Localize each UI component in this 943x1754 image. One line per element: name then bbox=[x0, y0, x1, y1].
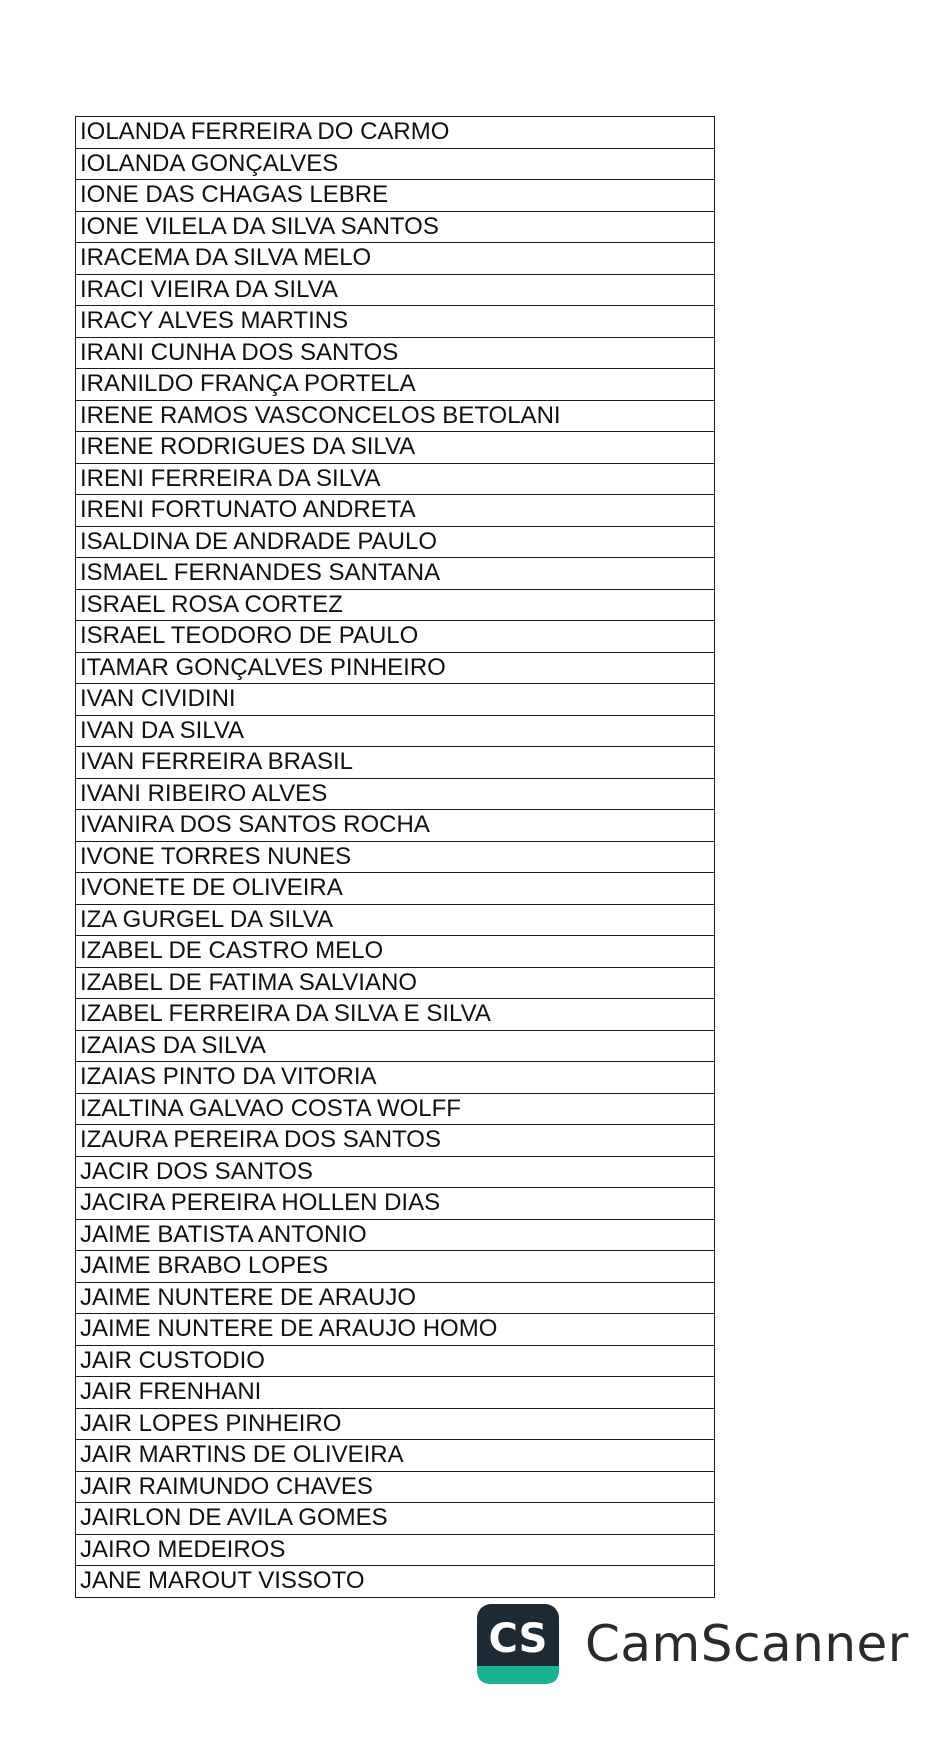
name-cell: IZAIAS DA SILVA bbox=[76, 1030, 715, 1062]
table-row bbox=[76, 1219, 715, 1251]
camscanner-logo-text: CS bbox=[488, 1616, 548, 1662]
name-cell: ISRAEL ROSA CORTEZ bbox=[76, 589, 715, 621]
table-row bbox=[76, 810, 715, 842]
name-cell: JANE MAROUT VISSOTO bbox=[76, 1566, 715, 1598]
table-row bbox=[76, 495, 715, 527]
table-row bbox=[76, 778, 715, 810]
name-cell: IRENE RAMOS VASCONCELOS BETOLANI bbox=[76, 400, 715, 432]
name-cell: IRENE RODRIGUES DA SILVA bbox=[76, 432, 715, 464]
name-cell: ISALDINA DE ANDRADE PAULO bbox=[76, 526, 715, 558]
table-row bbox=[76, 526, 715, 558]
name-cell: ISRAEL TEODORO DE PAULO bbox=[76, 621, 715, 653]
table-row bbox=[76, 747, 715, 779]
table-row bbox=[76, 274, 715, 306]
name-cell: IZAURA PEREIRA DOS SANTOS bbox=[76, 1125, 715, 1157]
table-row bbox=[76, 337, 715, 369]
name-cell: IONE VILELA DA SILVA SANTOS bbox=[76, 211, 715, 243]
table-row bbox=[76, 558, 715, 590]
name-cell: JAIRO MEDEIROS bbox=[76, 1534, 715, 1566]
table-row bbox=[76, 243, 715, 275]
table-row bbox=[76, 1188, 715, 1220]
name-cell: JAIME NUNTERE DE ARAUJO bbox=[76, 1282, 715, 1314]
table-row bbox=[76, 1062, 715, 1094]
name-cell: IZABEL DE CASTRO MELO bbox=[76, 936, 715, 968]
table-row bbox=[76, 904, 715, 936]
table-row bbox=[76, 1251, 715, 1283]
name-cell: IVONETE DE OLIVEIRA bbox=[76, 873, 715, 905]
camscanner-watermark bbox=[477, 1604, 909, 1684]
table-row bbox=[76, 1440, 715, 1472]
table-row bbox=[76, 1408, 715, 1440]
table-row bbox=[76, 1503, 715, 1535]
table-row bbox=[76, 1471, 715, 1503]
table-row bbox=[76, 432, 715, 464]
name-cell: JACIRA PEREIRA HOLLEN DIAS bbox=[76, 1188, 715, 1220]
name-cell: IRANI CUNHA DOS SANTOS bbox=[76, 337, 715, 369]
table-row bbox=[76, 148, 715, 180]
table-row bbox=[76, 400, 715, 432]
name-cell: IVAN CIVIDINI bbox=[76, 684, 715, 716]
name-cell: JAIME NUNTERE DE ARAUJO HOMO bbox=[76, 1314, 715, 1346]
table-row bbox=[76, 684, 715, 716]
camscanner-brand-text: CamScanner bbox=[585, 1615, 909, 1673]
name-cell: IRACY ALVES MARTINS bbox=[76, 306, 715, 338]
table-row bbox=[76, 1566, 715, 1598]
table-row bbox=[76, 211, 715, 243]
name-cell: JAIR LOPES PINHEIRO bbox=[76, 1408, 715, 1440]
table-row bbox=[76, 1534, 715, 1566]
name-cell: JAIRLON DE AVILA GOMES bbox=[76, 1503, 715, 1535]
table-row bbox=[76, 999, 715, 1031]
name-cell: IZAIAS PINTO DA VITORIA bbox=[76, 1062, 715, 1094]
table-row bbox=[76, 715, 715, 747]
table-row bbox=[76, 873, 715, 905]
table-row bbox=[76, 1156, 715, 1188]
name-cell: JAIME BRABO LOPES bbox=[76, 1251, 715, 1283]
name-cell: ISMAEL FERNANDES SANTANA bbox=[76, 558, 715, 590]
name-cell: IVANIRA DOS SANTOS ROCHA bbox=[76, 810, 715, 842]
name-cell: IOLANDA FERREIRA DO CARMO bbox=[76, 117, 715, 149]
table-row bbox=[76, 463, 715, 495]
names-table-body bbox=[76, 117, 715, 1598]
name-cell: IVANI RIBEIRO ALVES bbox=[76, 778, 715, 810]
name-cell: IOLANDA GONÇALVES bbox=[76, 148, 715, 180]
name-cell: IRACEMA DA SILVA MELO bbox=[76, 243, 715, 275]
table-row bbox=[76, 1125, 715, 1157]
table-row bbox=[76, 306, 715, 338]
name-cell: IRENI FERREIRA DA SILVA bbox=[76, 463, 715, 495]
name-cell: JAIME BATISTA ANTONIO bbox=[76, 1219, 715, 1251]
name-cell: IVAN FERREIRA BRASIL bbox=[76, 747, 715, 779]
name-cell: IVAN DA SILVA bbox=[76, 715, 715, 747]
name-cell: JAIR RAIMUNDO CHAVES bbox=[76, 1471, 715, 1503]
table-row bbox=[76, 1030, 715, 1062]
table-row bbox=[76, 1377, 715, 1409]
name-cell: IRANILDO FRANÇA PORTELA bbox=[76, 369, 715, 401]
name-cell: IRENI FORTUNATO ANDRETA bbox=[76, 495, 715, 527]
name-cell: IZABEL DE FATIMA SALVIANO bbox=[76, 967, 715, 999]
name-cell: IZABEL FERREIRA DA SILVA E SILVA bbox=[76, 999, 715, 1031]
name-cell: IRACI VIEIRA DA SILVA bbox=[76, 274, 715, 306]
table-row bbox=[76, 1282, 715, 1314]
table-row bbox=[76, 967, 715, 999]
name-cell: IZALTINA GALVAO COSTA WOLFF bbox=[76, 1093, 715, 1125]
name-cell: ITAMAR GONÇALVES PINHEIRO bbox=[76, 652, 715, 684]
table-row bbox=[76, 621, 715, 653]
name-cell: IZA GURGEL DA SILVA bbox=[76, 904, 715, 936]
table-row bbox=[76, 180, 715, 212]
table-row bbox=[76, 369, 715, 401]
name-cell: JAIR MARTINS DE OLIVEIRA bbox=[76, 1440, 715, 1472]
name-cell: IVONE TORRES NUNES bbox=[76, 841, 715, 873]
name-cell: IONE DAS CHAGAS LEBRE bbox=[76, 180, 715, 212]
name-cell: JAIR CUSTODIO bbox=[76, 1345, 715, 1377]
table-row bbox=[76, 589, 715, 621]
table-row bbox=[76, 841, 715, 873]
table-row bbox=[76, 1093, 715, 1125]
table-row bbox=[76, 1314, 715, 1346]
name-cell: JACIR DOS SANTOS bbox=[76, 1156, 715, 1188]
camscanner-logo-icon bbox=[477, 1604, 559, 1684]
table-row bbox=[76, 1345, 715, 1377]
table-row bbox=[76, 117, 715, 149]
table-row bbox=[76, 936, 715, 968]
name-cell: JAIR FRENHANI bbox=[76, 1377, 715, 1409]
names-table bbox=[75, 116, 715, 1598]
table-row bbox=[76, 652, 715, 684]
